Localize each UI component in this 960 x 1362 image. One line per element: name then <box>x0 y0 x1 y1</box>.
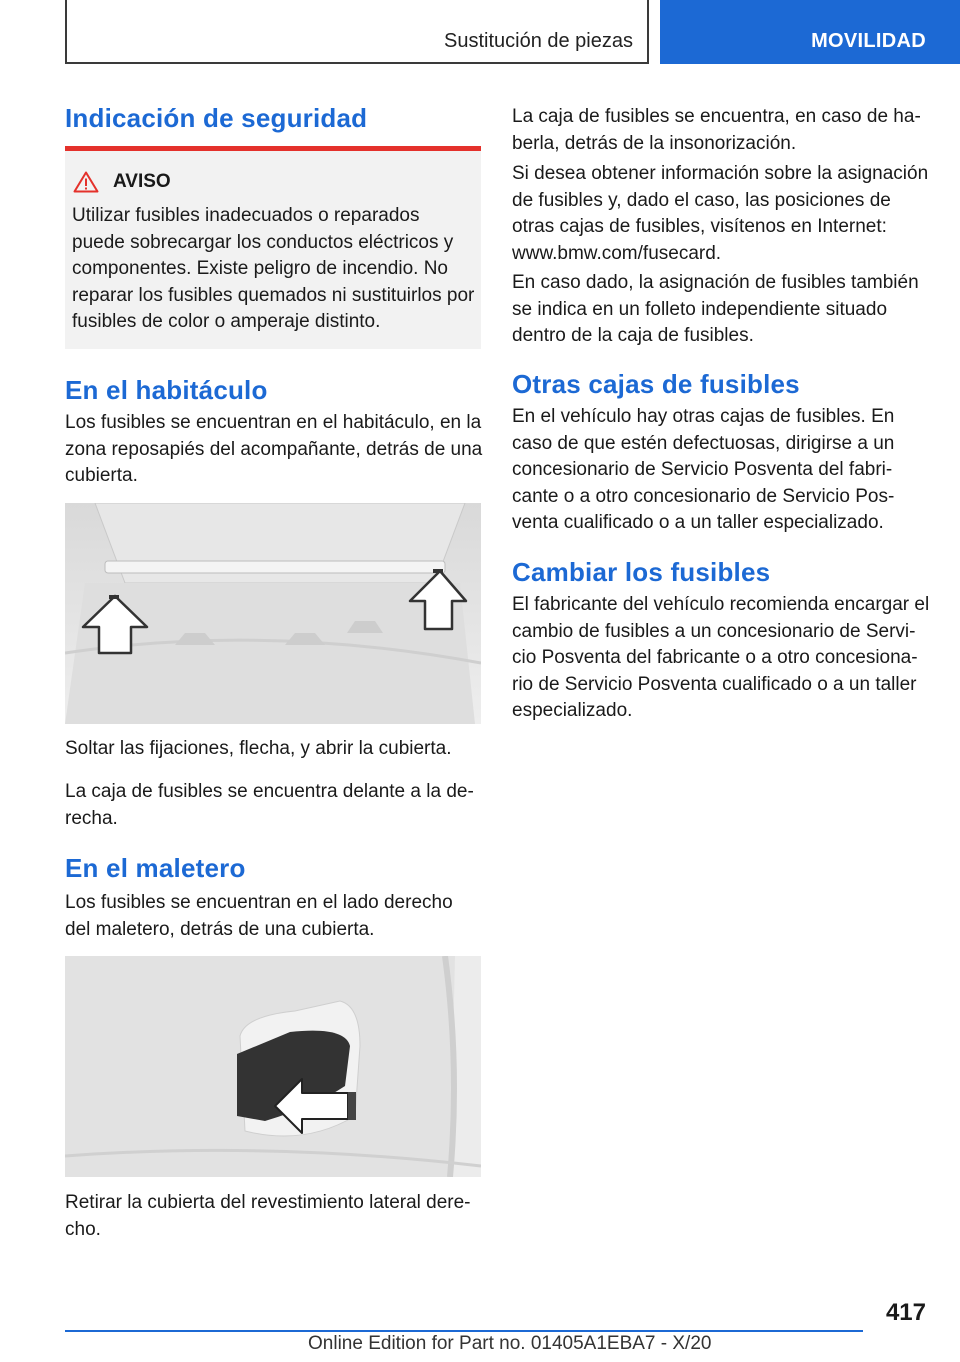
warning-box <box>65 151 481 349</box>
trunk-intro: Los fusibles se encuentran en el lado derecho del maletero, detrás de una cubierta. <box>65 892 453 940</box>
header-chapter-title: MOVILIDAD <box>811 30 926 52</box>
warning-header <box>73 171 171 193</box>
right-paragraph-1: La caja de fusibles se encuentra, en caso de ha- berla, detrás de la insonorización. <box>512 106 921 154</box>
cabin-heading: En el habitáculo <box>65 375 268 405</box>
footer-rule <box>65 1330 863 1332</box>
other-fuseboxes-heading: Otras cajas de fusibles <box>512 369 800 399</box>
right-paragraph-3: En caso dado, la asignación de fusibles también se indica en un folleto independiente situado dentro de la caja de fusibles. <box>512 272 919 346</box>
trunk-caption: Retirar la cubierta del revestimiento lateral dere- cho. <box>65 1192 471 1240</box>
warning-text: Utilizar fusibles inadecuados o reparados puede sobrecargar los conductos eléctricos y componentes. Existe peligro de incendio. No reparar los fusibles quemados ni sustituirlos por fusibles de color o amperaje distinto. <box>72 205 475 332</box>
cabin-photo <box>65 503 481 724</box>
page-number: 417 <box>885 1299 926 1326</box>
cabin-intro: Los fusibles se encuentran en el habitáculo, en la zona reposapiés del acompañante, detrás de una cubierta. <box>65 412 483 486</box>
warning-triangle-icon <box>73 171 99 193</box>
right-paragraph-2: Si desea obtener información sobre la asignación de fusibles y, dado el caso, las posiciones de otras cajas de fusibles, visítenos en Internet: www.bmw.com/fusecard. <box>512 163 929 264</box>
header-chapter-tab[interactable] <box>660 0 960 64</box>
other-fuseboxes-text: En el vehículo hay otras cajas de fusibles. En caso de que estén defectuosas, dirigirse a un concesionario de Servicio Posventa del fabri- cante o a otro concesionario de Servicio Pos- venta cualificado o a un taller especializado. <box>512 406 895 533</box>
cabin-photo-illustration <box>65 503 481 724</box>
header-section-box <box>65 0 649 64</box>
trunk-photo <box>65 956 481 1177</box>
cabin-caption: Soltar las fijaciones, flecha, y abrir la cubierta. <box>65 738 452 759</box>
change-fuses-heading: Cambiar los fusibles <box>512 557 771 587</box>
header-section-title: Sustitución de piezas <box>443 30 633 52</box>
safety-heading: Indicación de seguridad <box>65 103 368 133</box>
footer-edition: Online Edition for Part no. 01405A1EBA7 - X/20 <box>308 1333 712 1354</box>
cabin-note: La caja de fusibles se encuentra delante a la de- recha. <box>65 781 474 829</box>
warning-label: AVISO <box>113 171 171 192</box>
change-fuses-text: El fabricante del vehículo recomienda encargar el cambio de fusibles a un concesionario de Servi- cio Posventa del fabricante o a otro concesiona- rio de Servicio Posventa cualificado o a un taller especializado. <box>512 594 930 721</box>
trunk-heading: En el maletero <box>65 853 246 883</box>
trunk-photo-illustration <box>65 956 481 1177</box>
